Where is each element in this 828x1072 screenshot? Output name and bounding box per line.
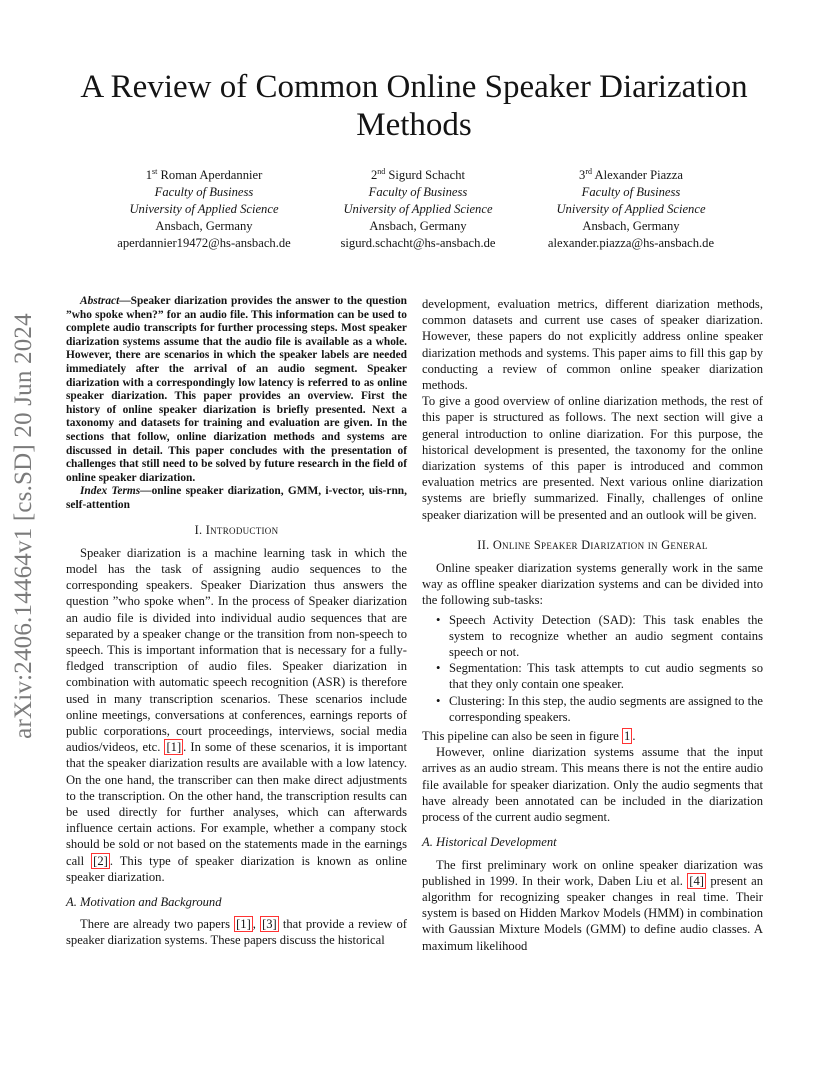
author-institution: University of Applied Science — [129, 202, 279, 217]
author-block-2 — [303, 163, 533, 252]
author-email[interactable]: alexander.piazza@hs-ansbach.de — [547, 236, 715, 251]
list-item: • Clustering: In this step, the audio segments are assigned to the corresponding speakers. — [449, 693, 763, 725]
citation-link[interactable]: [3] — [262, 917, 277, 932]
author-department: Faculty of Business — [154, 185, 254, 200]
author-email[interactable]: aperdannier19472@hs-ansbach.de — [117, 236, 291, 251]
abstract — [66, 295, 407, 485]
structure-paragraph: To give a good overview of online diarization methods, the rest of this paper is structured as follows. The next section will give a general introduction to online diarization. For this purpose, the historical development is presented, the taxonomy for the online diarization systems of this paper is introduced and common evaluation metrics are presented. Next various online diarization systems are briefly summarized. Finally, challenges of online speaker diarization will be presented and an outlook will be given. — [422, 394, 763, 522]
motivation-paragraph-start: There are already two papers [1] , [3] that provide a review of speaker diarization systems. These papers discuss the historical — [66, 917, 407, 948]
citation-link[interactable]: [4] — [689, 873, 704, 888]
abstract-label: Abstract — [80, 295, 120, 307]
abstract-text: —Speaker diarization provides the answer to the question ”who spoke when?” for an audio file. This information can be used to complete audio transcripts for further processing steps. Most speaker diarization systems assume that the audio file is available as a whole. However, there are scenarios in which the speaker labels are needed immediately after the arrival of an audio segment. Speaker diarization with a correspondingly low latency is referred to as online speaker diarization. This paper provides an overview. First the history of online speaker diarization is briefly presented. Next a taxonomy and datasets for training and evaluation are given. In the sections that follow, online diarization methods and systems are discussed in detail. This paper concludes with the presentation of challenges that still need to be solved by future research in the field of online speaker diarization. — [66, 295, 407, 484]
author-name: Alexander Piazza — [594, 168, 683, 183]
author-department: Faculty of Business — [581, 185, 681, 200]
right-column — [422, 295, 763, 954]
pipeline-paragraph: This pipeline can also be seen in figure 1 . — [422, 729, 636, 744]
author-location: Ansbach, Germany — [369, 219, 467, 234]
author-institution: University of Applied Science — [556, 202, 706, 217]
index-terms-text: —online speaker diarization, GMM, i-vector, uis-rnn, self-attention — [66, 485, 407, 511]
index-terms-label: Index Terms — [80, 485, 141, 498]
citation-link[interactable]: [1] — [236, 917, 251, 932]
author-name: Sigurd Schacht — [388, 168, 466, 183]
subtask-list — [422, 612, 763, 725]
index-terms — [66, 485, 407, 512]
section-heading-introduction: I. Introduction — [194, 522, 279, 537]
list-item: • Segmentation: This task attempts to cut audio segments so that they only contain one speaker. — [449, 660, 763, 692]
author-ordinal-suffix: nd — [377, 167, 386, 176]
author-ordinal-suffix: rd — [585, 167, 593, 176]
motivation-paragraph-continued: development, evaluation metrics, different diarization methods, common datasets and current use cases of speaker diarization. However, these papers do not explicitly address online speaker diarization methods and systems. This paper aims to fill this gap by conducting a review of common online speaker diarization methods. — [422, 297, 763, 393]
intro-paragraph: Speaker diarization is a machine learning task in which the model has the task of assigning audio sequences to the corresponding speakers. Speaker Diarization thus answers the question ”who spoke when”. In the process of Speaker diarization an audio file is divided into individual audio sequences that are separated by a speaker change or the transition from non-speech to speech. This is important information that is necessary for a fully-fledged transcription of audio files. Speaker diarization in combination with automatic speech recognition (ASR) is therefore used in many transcription scenarios. These scenarios include online meetings, conversations at conferences, earnings reports of public corporations, court proceedings, interviews, social media audios/videos, etc. [1] . In some of these scenarios, it is important that the speaker diarization results are available with a low latency. On the one hand, the transcriber can then make direct adjustments to the transcription. On the other hand, the transcription results can be used directly for further analyses, which can afterwards influence certain actions. For example, whether a company stock should be sold or not based on the statements made in the earnings call [2] . This type of speaker diarization is known as online speaker diarization. — [66, 545, 408, 884]
author-department: Faculty of Business — [368, 185, 468, 200]
author-institution: University of Applied Science — [343, 202, 493, 217]
author-ordinal: 3 — [579, 168, 586, 183]
sec2-intro-paragraph: Online speaker diarization systems generally work in the same way as offline speaker diarization systems and can be divided into the following sub-tasks: — [422, 561, 763, 608]
author-location: Ansbach, Germany — [582, 219, 680, 234]
stream-paragraph: However, online diarization systems assume that the input arrives as an audio stream. This means there is not the entire audio file available for speaker diarization. Only the audio segments that have already been annotated can be included in the diarization process of the current audio segment. — [422, 745, 763, 825]
author-ordinal-suffix: st — [152, 167, 158, 176]
paper-title: A Review of Common Online Speaker Diarization Methods — [80, 69, 748, 143]
author-location: Ansbach, Germany — [155, 219, 253, 234]
subsection-heading-motivation: A. Motivation and Background — [66, 894, 222, 909]
author-block-1 — [89, 163, 319, 252]
author-block-3 — [516, 163, 746, 252]
section-heading-online-diarization: II. Online Speaker Diarization in General — [477, 537, 708, 552]
historical-paragraph: The first preliminary work on online speaker diarization was published in 1999. In their work, Daben Liu et al. [4] present an algorithm for recognizing speaker changes in real time. Their system is based on Hidden Markov Models (HMM) in combination with Gaussian Mixture Models (GMM) to define audio classes. A maximum likelihood — [422, 857, 763, 953]
author-name: Roman Aperdannier — [160, 168, 263, 183]
arxiv-identifier: arXiv:2406.14464v1 [cs.SD] 20 Jun 2024 — [10, 313, 37, 739]
list-item: • Speech Activity Detection (SAD): This task enables the system to recognize whether an audio segment contains speech or not. — [449, 612, 763, 661]
author-ordinal: 1 — [145, 168, 152, 183]
subsection-heading-historical: A. Historical Development — [422, 835, 557, 850]
author-email[interactable]: sigurd.schacht@hs-ansbach.de — [340, 236, 496, 251]
left-column — [66, 295, 407, 949]
author-ordinal: 2 — [370, 168, 378, 183]
citation-link[interactable]: [2] — [93, 853, 108, 868]
citation-link[interactable]: [1] — [166, 740, 182, 755]
figure-reference-link[interactable]: 1 — [624, 729, 631, 744]
